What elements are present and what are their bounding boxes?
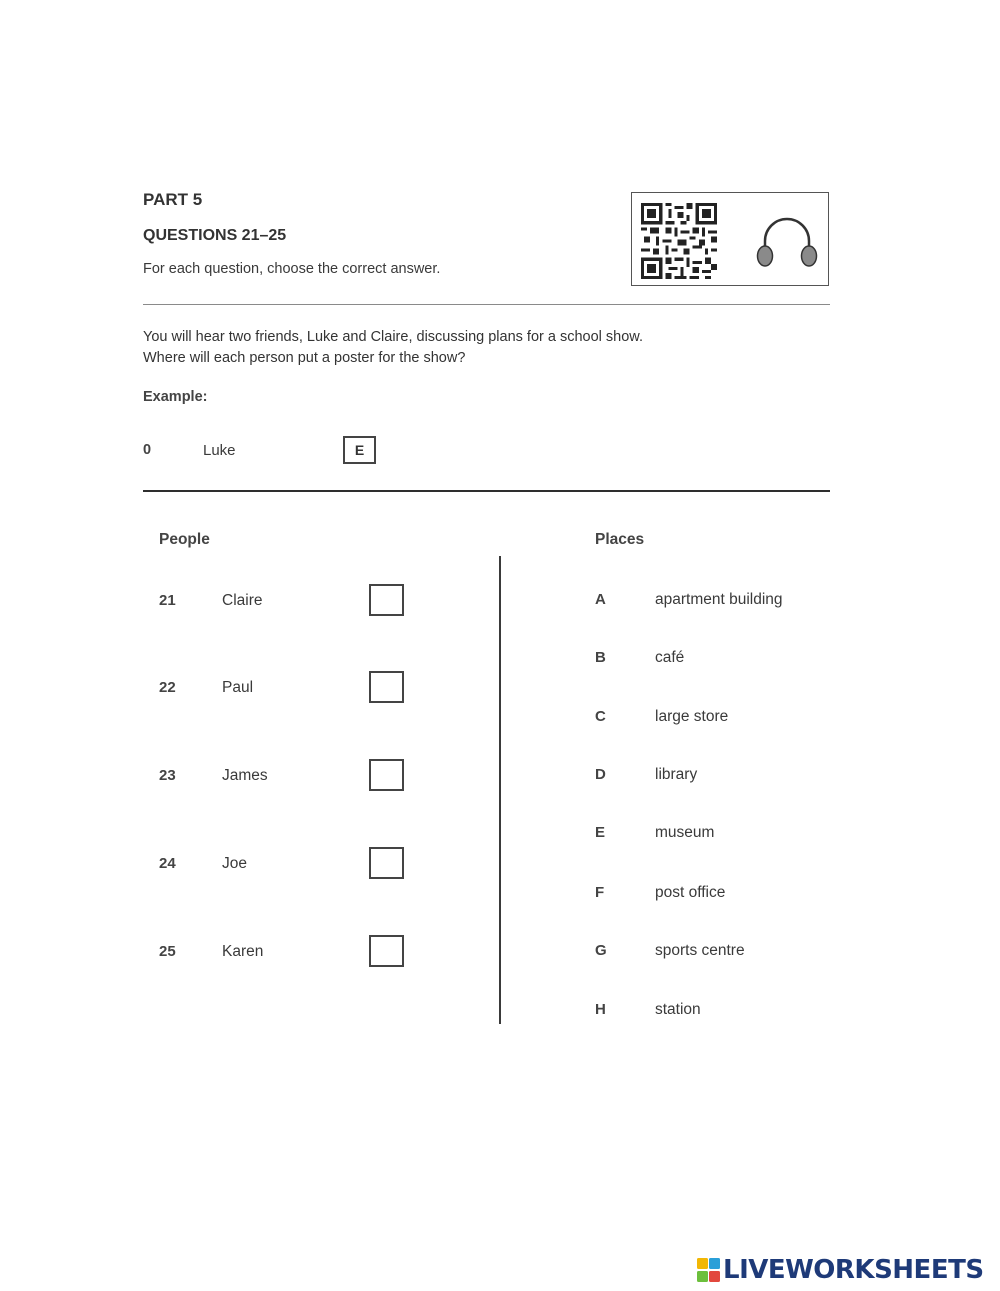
intro-text [143,327,783,369]
place-row-h [595,1001,835,1023]
place-row-e [595,824,835,846]
question-row-24 [159,847,409,881]
place-row-b [595,649,835,671]
place-row-a [595,591,835,613]
section-divider [143,304,830,305]
person-name: Paul [222,679,254,696]
places-heading: Places [595,531,645,548]
place-name: sports centre [655,942,745,959]
liveworksheets-logo [697,1253,984,1287]
question-row-23 [159,759,409,793]
person-name: Joe [222,855,247,872]
example-name: Luke [203,442,236,459]
place-letter: A [595,591,606,608]
place-name: station [655,1001,701,1018]
question-number: 23 [159,767,176,784]
place-name: library [655,766,698,783]
place-letter: D [595,766,606,783]
answer-box-21[interactable] [369,584,404,616]
answer-box-24[interactable] [369,847,404,879]
place-letter: F [595,884,605,901]
answer-box-22[interactable] [369,671,404,703]
place-row-f [595,884,835,906]
place-letter: E [595,824,606,841]
headphones-icon [754,211,820,271]
example-answer-box: E [343,436,376,464]
audio-media-box [631,192,829,286]
place-letter: C [595,708,606,725]
person-name: Claire [222,592,263,609]
place-letter: B [595,649,606,666]
example-number: 0 [143,442,152,458]
place-name: post office [655,884,726,901]
answer-box-23[interactable] [369,759,404,791]
question-row-25 [159,935,409,969]
intro-line-2: Where will each person put a poster for the show? [143,350,466,366]
answer-box-25[interactable] [369,935,404,967]
liveworksheets-mark-icon [697,1256,721,1284]
place-name: museum [655,824,715,841]
instruction-text: For each question, choose the correct answer. [143,261,441,277]
place-name: café [655,649,685,666]
question-row-22 [159,671,409,705]
question-number: 24 [159,855,176,872]
part-title: PART 5 [143,190,203,209]
place-row-g [595,942,835,964]
question-number: 21 [159,592,176,609]
example-divider [143,490,830,492]
question-number: 25 [159,943,176,960]
people-heading: People [159,531,210,548]
questions-title: QUESTIONS 21–25 [143,227,287,244]
place-name: apartment building [655,591,783,608]
question-row-21 [159,584,409,618]
place-letter: G [595,942,607,959]
question-number: 22 [159,679,176,696]
qr-code-icon [641,203,717,279]
person-name: James [222,767,268,784]
place-name: large store [655,708,729,725]
place-row-c [595,708,835,730]
place-row-d [595,766,835,788]
intro-line-1: You will hear two friends, Luke and Claire, discussing plans for a school show. [143,329,643,345]
brand-name: LIVEWORKSHEETS [723,1255,984,1285]
example-label: Example: [143,389,208,405]
person-name: Karen [222,943,264,960]
place-letter: H [595,1001,606,1018]
column-divider [499,556,501,1024]
